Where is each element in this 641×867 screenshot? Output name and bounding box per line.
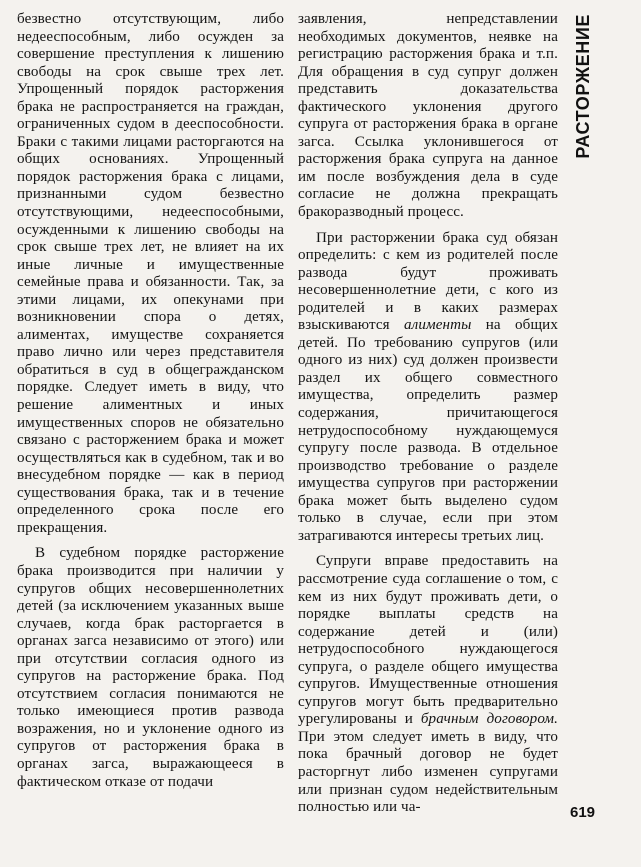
- left-paragraph-2: В судебном порядке расторжение брака производится при наличии у супругов общих несовершеннолетних детей (за исключением указанных выше случаев, когда брак расторгается в органах загса независимо от этого) или при отсутствии согласия одного из супругов на расторжение брака. Под отсутствием согласия понимаются не только имеющиеся против развода возражения, но и уклонение одного из супругов от расторжения брака в органах загса, выражающееся в фактическом отказе от подачи: [17, 545, 284, 790]
- right-paragraph-1: заявления, непредставлении необходимых документов, неявке на регистрацию расторжения брака и т.п. Для обращения в суд супруг должен представить доказательства фактического уклонения другого супруга от расторжения брака в органе загса. Ссылка уклонившегося от расторжения брака супруга на данное им после возбуждения дела в суде согласие не должна прекращать бракоразводный процесс.: [298, 11, 558, 221]
- left-column: [17, 11, 284, 791]
- right-paragraph-2-text-a: При расторжении брака суд обязан определить: с кем из родителей после развода будут проживать несовершеннолетние дети, с кого из родителей и в каких размерах взыскиваются: [298, 229, 558, 334]
- left-paragraph-1: безвестно отсутствующим, либо недееспособным, либо осужден за совершение преступления к лишению свободы на срок свыше трех лет. Упрощенный порядок расторжения брака не распространяется на граждан, ограниченных судом в дееспособности. Браки с такими лицами расторгаются на общих основаниях. Упрощенный порядок расторжения брака с лицами, признанными судом безвестно отсутствующими, недееспособными, осужденными к лишению свободы на срок свыше трех лет, не влияет на их иные личные и имущественные семейные права и обязанности. Так, за этими лицами, их опекунами при возникновении спора о детях, алиментах, имуществе сохраняется право лично или через представителя обратиться в суд в общегражданском порядке. Следует иметь в виду, что решение алиментных и иных имущественных споров не обязательно связано с расторжением брака и может осуществляться как в судебном, так и во внесудебном порядке — как в период существования брака, так и в течение определенного срока после его прекращения.: [17, 11, 284, 536]
- page-number: 619: [570, 804, 596, 821]
- alimony-term: алименты: [403, 317, 472, 334]
- right-column: [298, 11, 558, 817]
- right-paragraph-2: [298, 230, 558, 546]
- right-paragraph-2-text-b: на общих детей. По требованию супругов (или одного из них) суд должен произвести раздел их общего совместного имущества, определить размер содержания, причитающегося нетрудоспособному нуждающемуся супругу после развода. В отдельное производство требование о разделе имущества супругов при расторжении брака может быть выделено судом только в случае, если при этом затрагиваются интересы третьих лиц.: [298, 317, 558, 544]
- right-paragraph-3: [298, 553, 558, 816]
- section-title-text: РАСТОРЖЕНИЕ: [572, 14, 593, 159]
- right-paragraph-3-text-a: Супруги вправе предоставить на рассмотрение суда соглашение о том, с кем из них будут проживать дети, о порядке выплаты средств на содержание детей и (или) нетрудоспособного нуждающегося супруга, о разделе общего имущества супругов. Имущественные отношения супругов могут быть предварительно урегулированы и: [298, 553, 558, 728]
- right-paragraph-3-text-b: При этом следует иметь в виду, что пока брачный договор не будет расторгнут либо изменен супругами или признан судом недействительным полностью или ча-: [298, 728, 558, 816]
- marriage-contract-term: брачным договором.: [420, 711, 559, 728]
- section-title: [568, 14, 598, 174]
